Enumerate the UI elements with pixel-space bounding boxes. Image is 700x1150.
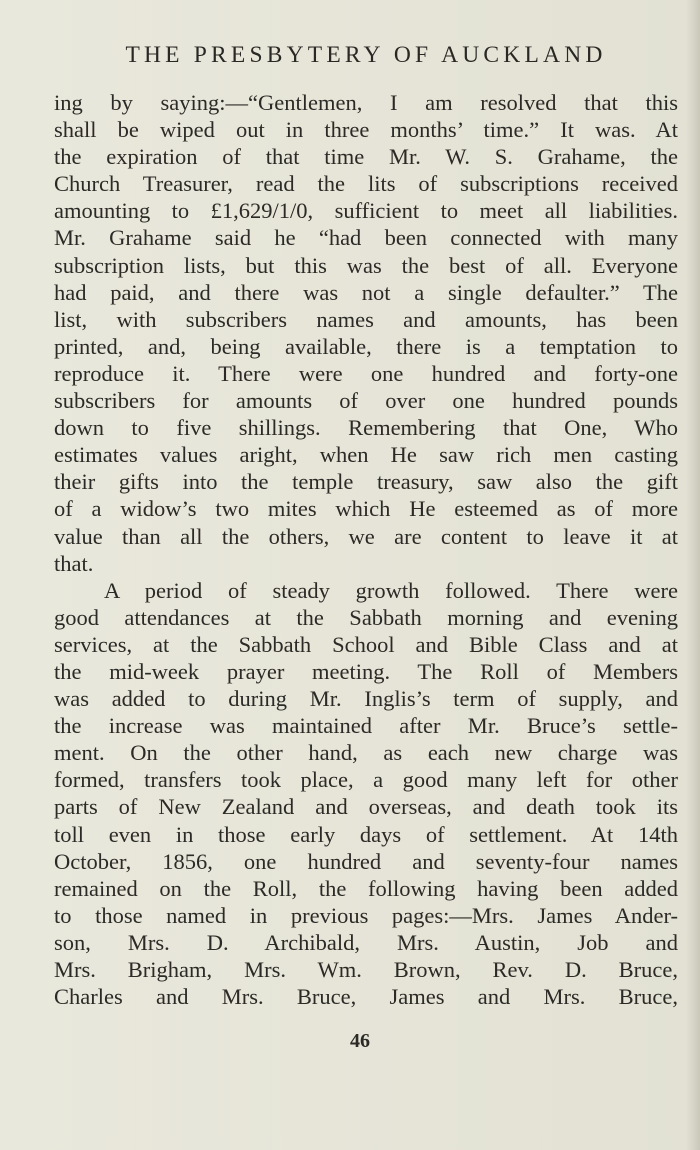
text-line: good attendances at the Sabbath morning and evening: [54, 604, 678, 630]
text-line: Mr. Grahame said he “had been connected with many: [54, 225, 678, 251]
text-line: toll even in those early days of settlement. At 14th: [54, 821, 678, 847]
text-line: Mrs. Brigham, Mrs. Wm. Brown, Rev. D. Bruce,: [54, 957, 678, 982]
text-line: remained on the Roll, the following having been added: [54, 875, 678, 901]
text-line: their gifts into the temple treasury, saw also the gift: [54, 469, 678, 495]
text-line: the expiration of that time Mr. W. S. Grahame, the: [54, 144, 678, 170]
text-line: ment. On the other hand, as each new charge was: [54, 740, 678, 766]
text-line: value than all the others, we are content to leave it at: [54, 523, 678, 549]
text-line: October, 1856, one hundred and seventy-four names: [54, 848, 678, 874]
text-line: to those named in previous pages:—Mrs. James Ander-: [54, 902, 678, 928]
text-line: of a widow’s two mites which He esteemed as of more: [54, 496, 678, 522]
text-line: services, at the Sabbath School and Bible Class and at: [54, 631, 678, 657]
text-line: formed, transfers took place, a good many left for other: [54, 767, 678, 793]
text-line: reproduce it. There were one hundred and forty-one: [54, 360, 678, 386]
running-head: THE PRESBYTERY OF AUCKLAND: [125, 42, 607, 68]
text-line: was added to during Mr. Inglis’s term of supply, and: [54, 686, 678, 712]
text-line: parts of New Zealand and overseas, and death took its: [54, 794, 678, 820]
text-line: subscription lists, but this was the best of all. Everyone: [54, 252, 678, 278]
body-text: [54, 89, 678, 1010]
paragraph-end-line: that.: [54, 550, 94, 576]
text-line: down to five shillings. Remembering that One, Who: [54, 415, 678, 441]
text-line: shall be wiped out in three months’ time.” It was. At: [54, 117, 678, 143]
text-line: printed, and, being available, there is a temptation to: [54, 333, 678, 359]
paragraph-first-line: A period of steady growth followed. There were: [104, 577, 678, 603]
page-edge-shadow: [686, 0, 700, 1150]
text-line: Charles and Mrs. Bruce, James and Mrs. Bruce,: [54, 984, 678, 1010]
text-line: the mid-week prayer meeting. The Roll of Members: [54, 658, 678, 684]
text-line: son, Mrs. D. Archibald, Mrs. Austin, Job and: [54, 929, 678, 955]
page-number: 46: [350, 1030, 370, 1052]
text-line: amounting to £1,629/1/0, sufficient to meet all liabilities.: [54, 198, 678, 224]
text-line: subscribers for amounts of over one hundred pounds: [54, 388, 678, 414]
text-line: the increase was maintained after Mr. Bruce’s settle-: [54, 713, 678, 739]
text-line: Church Treasurer, read the lits of subscriptions received: [54, 171, 678, 197]
text-line: ing by saying:—“Gentlemen, I am resolved that this: [54, 90, 678, 115]
text-line: list, with subscribers names and amounts, has been: [54, 306, 678, 332]
text-line: had paid, and there was not a single defaulter.” The: [54, 279, 678, 305]
text-line: estimates values aright, when He saw rich men casting: [54, 442, 678, 468]
